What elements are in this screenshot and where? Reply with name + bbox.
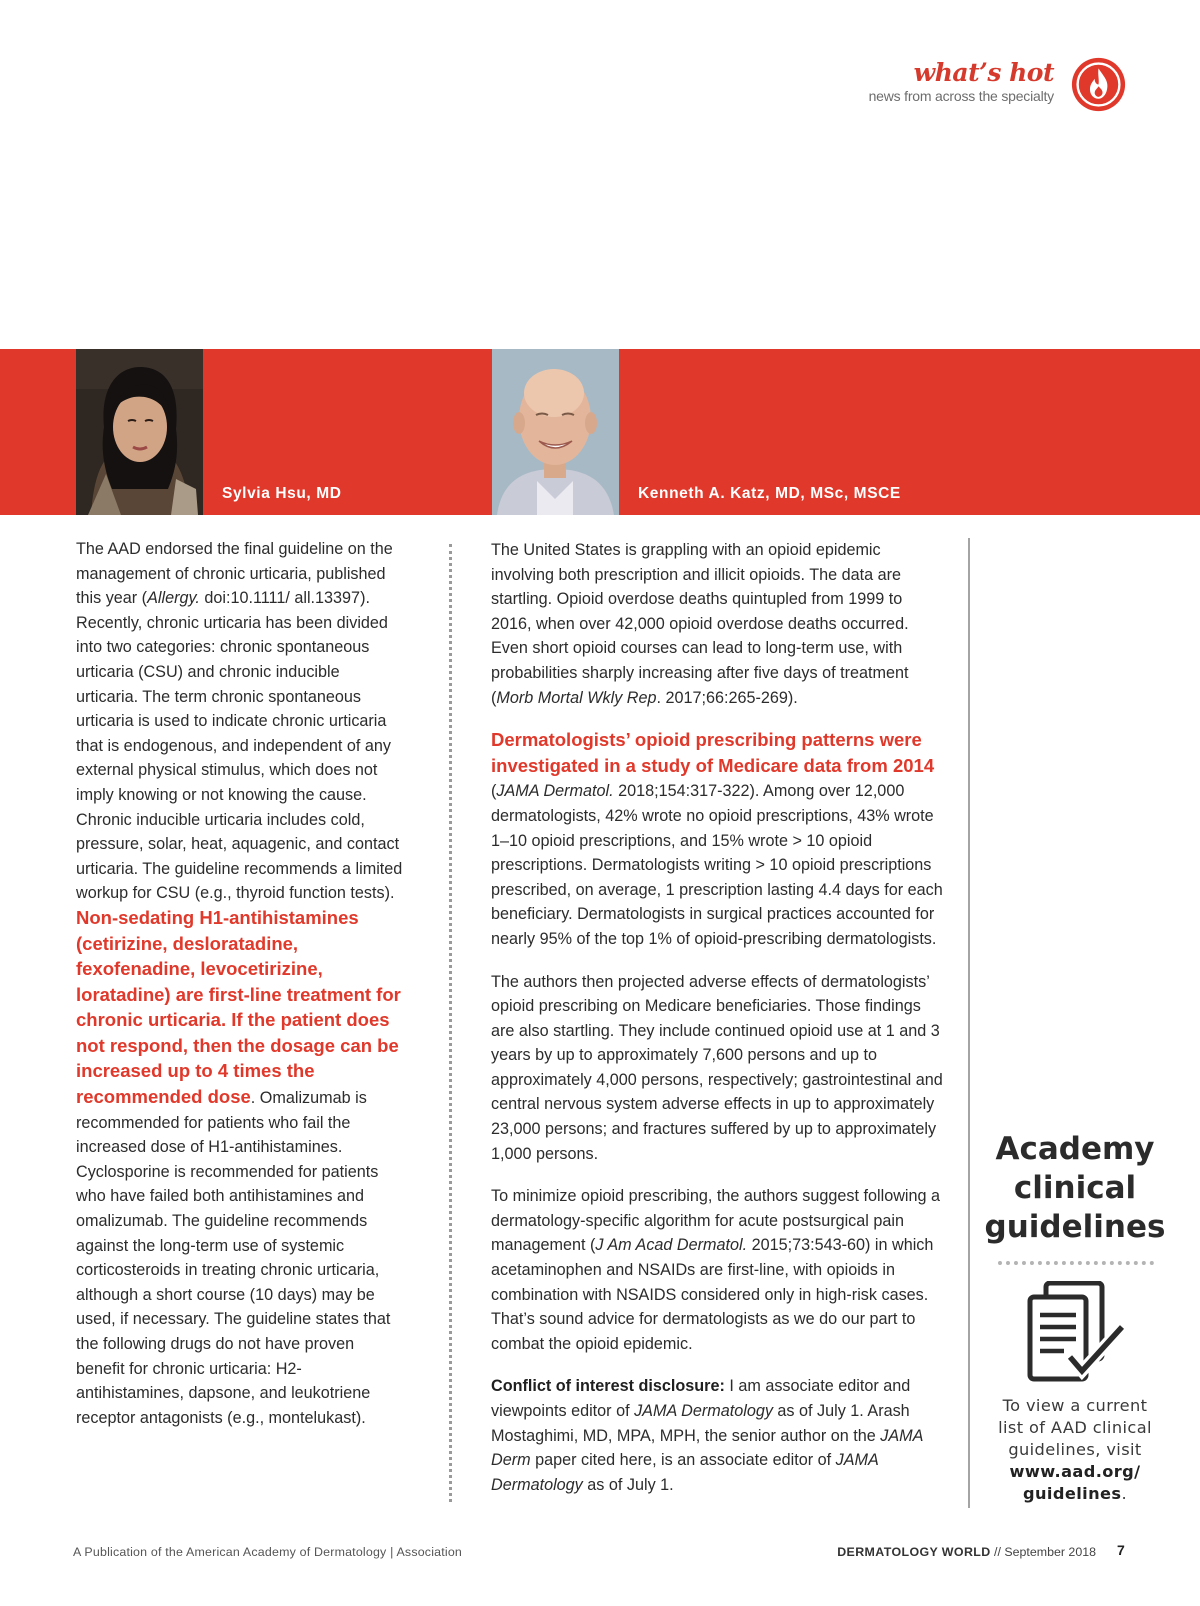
author-photo bbox=[492, 349, 619, 515]
guidelines-link[interactable]: www.aad.org/ guidelines bbox=[1009, 1462, 1141, 1503]
author-name: Sylvia Hsu, MD bbox=[222, 485, 342, 502]
author-photo bbox=[76, 349, 203, 515]
disclosure: Conflict of interest disclosure: I am associate editor and viewpoints editor of JAMA Dermatology as of July 1. Arash Mostaghimi, MD, MPA, MPH, the senior author on the JAMA Derm paper cited here, is an associate editor of JAMA Dermatology as of July 1. bbox=[491, 1377, 923, 1494]
column-divider bbox=[449, 544, 452, 1502]
sidebar-text: To view a current list of AAD clinical guidelines, visit www.aad.org/ guidelines. bbox=[998, 1396, 1152, 1503]
pull-highlight: Non-sedating H1-antihistamines (cetirizine, desloratadine, fexofenadine, levocetirizine, loratadine) are first-line treatment for chronic urticaria. If the patient does not respond, then the dosage can be increased up to 4 times the recommended dose bbox=[76, 906, 401, 1108]
opioid-article bbox=[491, 538, 946, 1497]
page-number: 7 bbox=[1117, 1542, 1125, 1558]
flame-icon bbox=[1070, 56, 1127, 113]
paragraph: To minimize opioid prescribing, the authors suggest following a dermatology-specific algorithm for acute postsurgical pain management (J Am Acad Dermatol. 2015;73:543-60) in which acetaminophen and NSAIDs are first-line, with opioids in combination with NSAIDS considered only in high-risk cases. That’s sound advice for dermatologists as we do our part to combat the opioid epidemic. bbox=[491, 1187, 940, 1353]
sidebar-title: Academy clinical guidelines bbox=[984, 1131, 1166, 1245]
urticaria-body: The AAD endorsed the final guideline on the management of chronic urticaria, published this year (Allergy. doi:10.1111/ all.13397). Recently, chronic urticaria has been divided into two categories: chronic spontaneous urticaria (CSU) and chronic inducible urticaria. The term chronic spontaneous urticaria is used to indicate chronic urticaria that is endogenous, and independent of any external physical stimulus, which does not imply knowing or not knowing the cause. Chronic inducible urticaria includes cold, pressure, solar, heat, aquagenic, and contact urticaria. The guideline recommends a limited workup for CSU (e.g., thyroid function tests). Non-sedating H1-antihistamines (cetirizine, desloratadine, fexofenadine, levocetirizine, loratadine) are first-line treatment for chronic urticaria. If the patient does not respond, then the dosage can be increased up to 4 times the recommended dose. Omalizumab is recommended for patients who fail the increased dose of H1-antihistamines. Cyclosporine is recommended for patients who have failed both antihistamines and omalizumab. The guideline recommends against the long-term use of systemic corticosteroids in treating chronic urticaria, although a short course (10 days) may be used, if necessary. The guideline states that the following drugs do not have proven benefit for chronic urticaria: H2-antihistamines, dapsone, and leukotriene receptor antagonists (e.g., montelukast). bbox=[76, 540, 403, 1427]
section-title: what’s hot bbox=[913, 58, 1054, 87]
sidebar-divider bbox=[968, 538, 970, 1508]
pull-highlight: Dermatologists’ opioid prescribing patterns were investigated in a study of Medicare data from 2014 bbox=[491, 729, 935, 776]
paragraph: The authors then projected adverse effects of dermatologists’ opioid prescribing on Medicare beneficiaries. Those findings are also startling. They include continued opioid use at 1 and 3 years by up to approximately 7,600 persons and up to approximately 4,000 persons, respectively; gastrointestinal and central nervous system adverse effects in up to approximately 23,000 persons; and fractures suffered by up to approximately 1,000 persons. bbox=[491, 972, 943, 1163]
sidebar-dotted-rule bbox=[998, 1261, 1154, 1265]
footer-issue: DERMATOLOGY WORLD // September 2018 bbox=[837, 1545, 1096, 1559]
section-subtitle: news from across the specialty bbox=[868, 88, 1054, 104]
paragraph: The United States is grappling with an opioid epidemic involving both prescription and illicit opioids. The data are startling. Opioid overdose deaths quintupled from 1999 to 2016, when over 42,000 opioid overdose deaths occurred. Even short opioid courses can lead to long-term use, with probabilities sharply increasing after five days of treatment (Morb Mortal Wkly Rep. 2017;66:265-269). bbox=[491, 541, 909, 707]
author-name: Kenneth A. Katz, MD, MSc, MSCE bbox=[638, 485, 901, 502]
paragraph: Dermatologists’ opioid prescribing patterns were investigated in a study of Medicare data from 2014 (JAMA Dermatol. 2018;154:317-322). Among over 12,000 dermatologists, 42% wrote no opioid prescriptions, 43% wrote 1–10 opioid prescriptions, and 15% wrote > 10 opioid prescriptions. Dermatologists writing > 10 opioid prescriptions prescribed, on average, 1 prescription lasting 4.4 days for each beneficiary. Dermatologists in surgical practices accounted for nearly 95% of the top 1% of opioid-prescribing dermatologists. bbox=[491, 729, 943, 948]
footer-publisher: A Publication of the American Academy of Dermatology | Association bbox=[73, 1545, 463, 1559]
guideline-document-icon bbox=[1024, 1281, 1126, 1385]
urticaria-article bbox=[76, 537, 404, 1430]
